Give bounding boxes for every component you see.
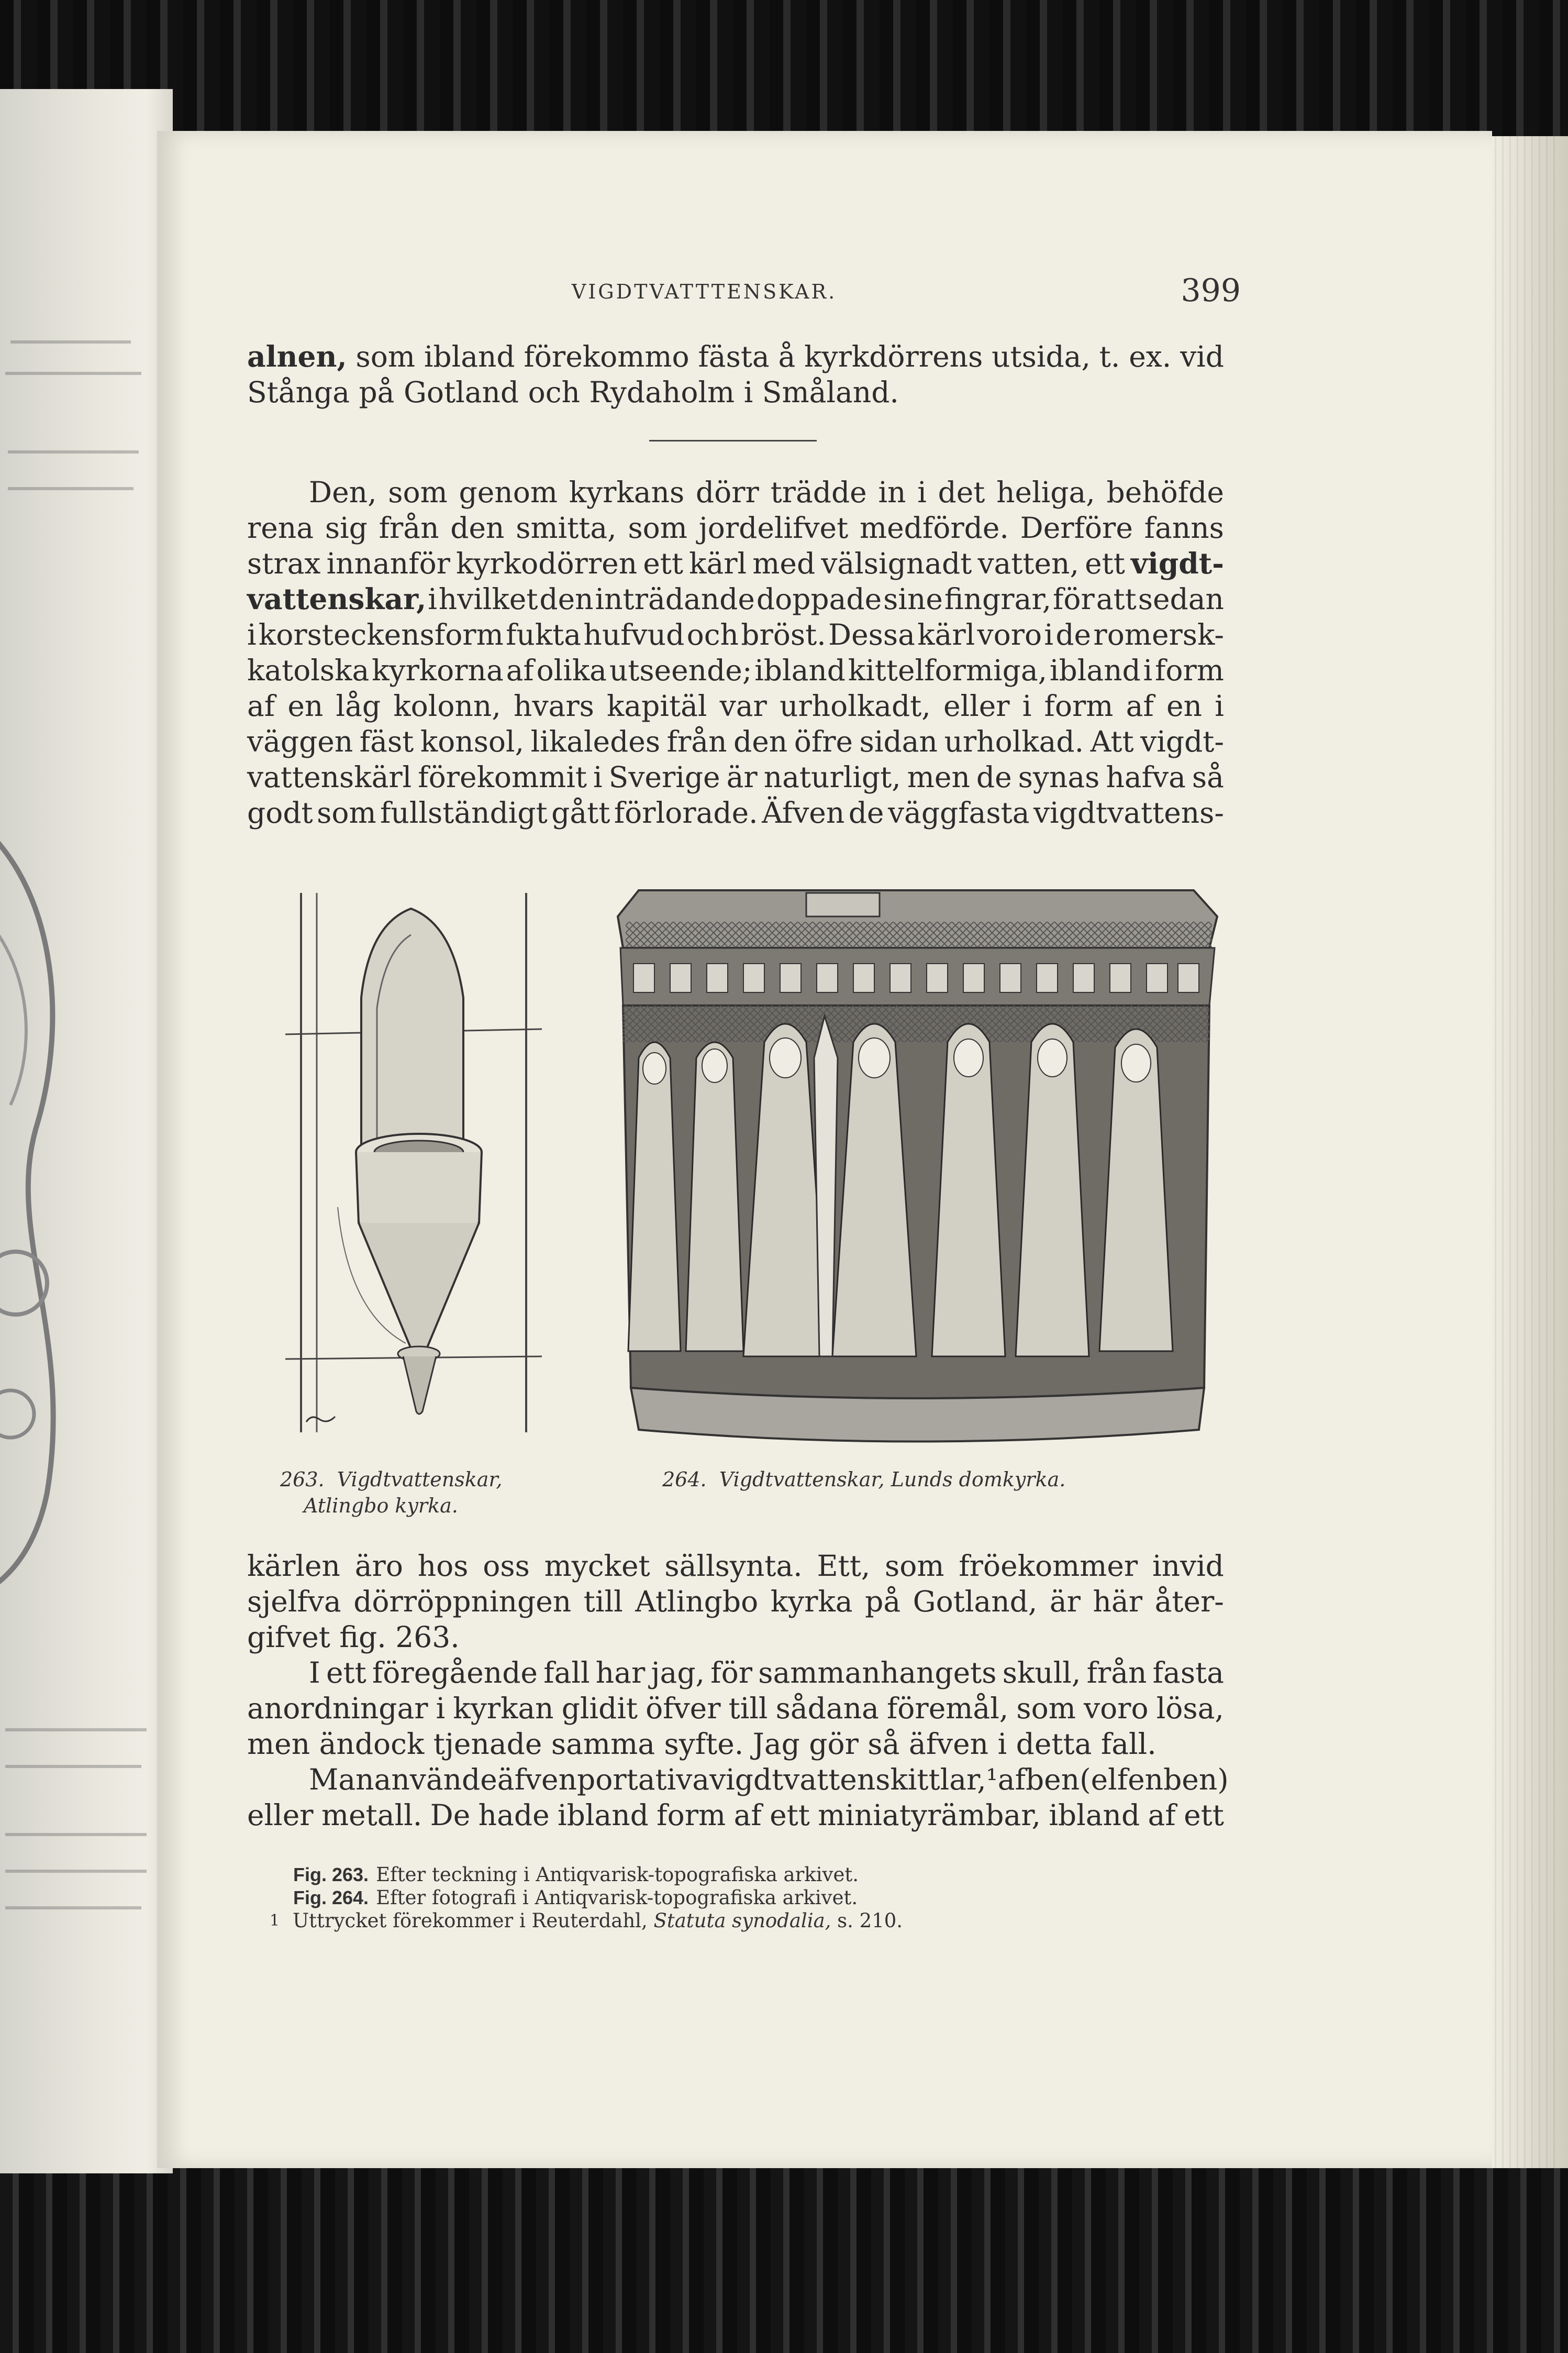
- word: som: [388, 476, 448, 509]
- word: en: [1166, 689, 1203, 723]
- text-line: [247, 688, 1224, 724]
- word: sedan: [1138, 582, 1224, 616]
- word: förlorade.: [614, 796, 758, 830]
- word: lösa,: [1156, 1692, 1224, 1725]
- word: skull,: [1002, 1656, 1081, 1689]
- text-line: [247, 581, 1224, 617]
- word: som: [1016, 1692, 1076, 1725]
- word: så: [1192, 760, 1224, 794]
- paragraph-third: [247, 1762, 1229, 1833]
- word: doppade: [756, 582, 882, 616]
- photo-background-bottom: [0, 2163, 1568, 2353]
- word: ibland: [424, 340, 515, 373]
- page-number: 399: [1181, 272, 1241, 309]
- word: voro: [1084, 1692, 1149, 1725]
- word: som: [317, 796, 376, 830]
- word: utsida,: [992, 340, 1091, 373]
- word: utseende;: [609, 654, 752, 687]
- word: kittelformiga,: [848, 654, 1048, 687]
- text-line: [247, 1726, 1224, 1762]
- word: bröst.: [741, 618, 826, 651]
- text-line: [247, 510, 1224, 546]
- word: af: [1148, 1798, 1176, 1832]
- figure-264-number: 264.: [662, 1468, 707, 1491]
- word: kapitäl: [607, 689, 707, 723]
- figure-263-location: Atlingbo kyrka.: [304, 1494, 458, 1517]
- word: i: [1044, 618, 1054, 651]
- word: ett: [1184, 1798, 1224, 1832]
- paragraph-top: [247, 339, 1224, 410]
- word: jag,: [651, 1656, 705, 1689]
- word: till: [728, 1692, 768, 1725]
- word: portativa: [577, 1763, 710, 1796]
- footnote-1: [270, 1909, 1183, 1932]
- word: trädde: [770, 476, 867, 509]
- text-line: [247, 546, 1224, 581]
- word: vigdtvattenskittlar,¹: [709, 1763, 998, 1796]
- word: ett: [326, 1656, 366, 1689]
- text-line: [247, 339, 1224, 374]
- text-line: [247, 653, 1224, 688]
- word: De: [430, 1798, 471, 1832]
- word: sine: [883, 582, 943, 616]
- paragraph-main: [247, 474, 1224, 831]
- word: förekommo: [524, 340, 690, 373]
- word: öfre: [794, 725, 853, 758]
- footnote-1-page: s. 210.: [837, 1909, 903, 1932]
- word: mycket: [544, 1549, 650, 1583]
- word: kyrkan: [453, 1692, 554, 1725]
- paragraph-second: [247, 1655, 1224, 1762]
- figure-263-title: Vigdtvattenskar,: [337, 1468, 503, 1491]
- word: oss: [483, 1549, 530, 1583]
- word: och: [686, 618, 739, 651]
- footnote-1-text: Uttrycket förekommer i Reuterdahl,: [293, 1909, 648, 1932]
- text-line: [247, 1797, 1224, 1833]
- figure-263-stoup-drawing: [285, 893, 542, 1448]
- word: likaledes: [530, 725, 661, 758]
- word: olika: [536, 654, 607, 687]
- text-line: [247, 1619, 1224, 1655]
- word: å: [778, 340, 796, 373]
- word: fall: [543, 1656, 590, 1689]
- word: sjelfva: [247, 1585, 341, 1618]
- word: använde: [374, 1763, 497, 1796]
- text-line: [247, 474, 1224, 510]
- word: från: [1086, 1656, 1147, 1689]
- word: hvilket: [438, 582, 538, 616]
- word: form: [657, 1798, 726, 1832]
- word: för: [710, 1656, 753, 1689]
- word: Ett,: [817, 1549, 871, 1583]
- word: Derföre: [1020, 511, 1133, 545]
- word: ibland: [1049, 1798, 1140, 1832]
- word: sammanhangets: [758, 1656, 997, 1689]
- word: är: [1049, 1585, 1081, 1618]
- word: ben: [1025, 1763, 1080, 1796]
- word: eller: [247, 1798, 314, 1832]
- word: genom: [459, 476, 558, 509]
- word: urholkadt,: [780, 689, 931, 723]
- text-line: [247, 795, 1224, 831]
- word: fästa: [698, 340, 770, 373]
- word: hade: [478, 1798, 550, 1832]
- footnote-fig-263: [293, 1863, 1183, 1886]
- word: af: [247, 689, 275, 723]
- figure-263-number: 263.: [280, 1468, 325, 1491]
- word: invid: [1152, 1549, 1224, 1583]
- word: kyrkodörren: [456, 547, 638, 580]
- word: strax: [247, 547, 321, 580]
- word: vigdt-: [1130, 546, 1224, 580]
- word: form: [1044, 689, 1114, 723]
- word: föremål,: [886, 1692, 1009, 1725]
- word: I: [309, 1656, 320, 1689]
- word: här: [1093, 1585, 1143, 1618]
- word: katolska: [247, 654, 370, 687]
- footnotes: [270, 1863, 1183, 1932]
- word: Atlingbo: [635, 1585, 759, 1618]
- word: Den,: [309, 476, 377, 509]
- word: naturligt,: [763, 760, 901, 794]
- word: var: [719, 689, 767, 723]
- word: sådana: [775, 1692, 879, 1725]
- paragraph-after-figures: [247, 1548, 1224, 1655]
- figure-263-caption: [280, 1466, 552, 1519]
- word: de: [848, 796, 884, 830]
- word: de: [976, 760, 1012, 794]
- word: det: [938, 476, 985, 509]
- word: i: [917, 476, 927, 509]
- word: på: [865, 1585, 901, 1618]
- footnote-fig-263-text: Efter teckning i Antiqvarisk-topografiska arkivet.: [376, 1863, 859, 1886]
- word: en: [287, 689, 324, 723]
- word: Äfven: [762, 796, 845, 830]
- word: ibland: [754, 654, 846, 687]
- word: vattenskar,: [247, 582, 427, 616]
- word: dörr: [695, 476, 759, 509]
- word: sällsynta.: [664, 1549, 803, 1583]
- word: kärlen: [247, 1549, 340, 1583]
- word: medförde.: [859, 511, 1009, 545]
- word: i: [247, 618, 257, 651]
- word: fröekommer: [959, 1549, 1138, 1583]
- facing-page-ornament: [0, 812, 89, 1597]
- word: för: [1053, 582, 1095, 616]
- word: vattenskärl: [247, 760, 412, 794]
- word: Att: [1090, 725, 1134, 758]
- word: form: [1154, 654, 1224, 687]
- word: vid: [1180, 340, 1224, 373]
- word: kyrkorna: [372, 654, 504, 687]
- word: kyrkdörrens: [804, 340, 983, 373]
- word: med: [752, 547, 816, 580]
- word: har: [595, 1656, 646, 1689]
- word: låg: [336, 689, 381, 723]
- footnote-fig-263-label: Fig. 263.: [293, 1864, 369, 1885]
- word: som: [885, 1549, 944, 1583]
- word: den: [539, 582, 594, 616]
- word: godt: [247, 796, 313, 830]
- word: ett: [643, 547, 684, 580]
- word: gått: [551, 796, 610, 830]
- word: urholkad.: [944, 725, 1084, 758]
- word: af: [506, 654, 534, 687]
- facing-page-edge: [0, 89, 173, 2173]
- page-stack-edge: [1484, 136, 1568, 2168]
- word: ett: [770, 1798, 810, 1832]
- word: kyrka: [770, 1585, 853, 1618]
- word: anordningar: [247, 1692, 428, 1725]
- word: Sverige: [608, 760, 720, 794]
- word: till: [583, 1585, 623, 1618]
- word: är: [726, 760, 758, 794]
- word: vigdtvattens-: [1033, 796, 1224, 830]
- word: fukta: [506, 618, 582, 651]
- footnote-fig-264: [293, 1886, 1183, 1909]
- word: som: [628, 511, 687, 545]
- word: i: [436, 1692, 446, 1725]
- text-line: [247, 759, 1224, 795]
- word: i: [1143, 654, 1153, 687]
- word: välsignadt: [821, 547, 972, 580]
- text-line: [247, 374, 1224, 410]
- word: den: [450, 511, 505, 545]
- footnote-fig-264-text: Efter fotografi i Antiqvarisk-topografiska arkivet.: [376, 1886, 858, 1909]
- word: Gotland,: [913, 1585, 1038, 1618]
- word: af: [997, 1763, 1026, 1796]
- word: synas: [1018, 760, 1100, 794]
- word: korsteckensform: [258, 618, 504, 651]
- word: ett: [1085, 547, 1125, 580]
- word: vatten,: [977, 547, 1079, 580]
- word: sig: [325, 511, 368, 545]
- word: smitta,: [516, 511, 617, 545]
- word: föregående: [372, 1656, 538, 1689]
- text-line: [247, 1691, 1224, 1726]
- word: inträdande: [595, 582, 755, 616]
- text-line: [247, 724, 1224, 759]
- text-line: [247, 1655, 1224, 1691]
- word: åter-: [1154, 1585, 1224, 1618]
- text-line: [247, 1548, 1224, 1584]
- word: i: [428, 582, 437, 616]
- word: fäst: [359, 725, 414, 758]
- figure-264-title: Vigdtvattenskar, Lunds domkyrka.: [719, 1468, 1066, 1491]
- word: rena: [247, 511, 314, 545]
- word: innanför: [326, 547, 450, 580]
- footnote-1-mark: 1: [270, 1912, 280, 1930]
- word: gifvet fig. 263.: [247, 1620, 460, 1654]
- word: voro: [977, 618, 1042, 651]
- word: vigdt-: [1140, 725, 1224, 758]
- figure-264-carved-stoup-photo: [607, 885, 1225, 1461]
- word: Stånga på Gotland och Rydaholm i Småland.: [247, 375, 899, 409]
- word: som: [355, 340, 415, 373]
- word: väggen: [247, 725, 353, 758]
- word: miniatyrämbar,: [818, 1798, 1041, 1832]
- word: kärl: [689, 547, 747, 580]
- word: fanns: [1144, 511, 1224, 545]
- footnote-fig-264-label: Fig. 264.: [293, 1887, 369, 1908]
- word: fullständigt: [380, 796, 548, 830]
- footnote-1-title: Statuta synodalia,: [653, 1909, 831, 1932]
- word: Man: [309, 1763, 374, 1796]
- running-title: VIGDTVATTTENSKAR.: [571, 280, 837, 303]
- word: af: [1126, 689, 1154, 723]
- word: från: [666, 725, 727, 758]
- word: ibland: [1049, 654, 1141, 687]
- word: äfven: [497, 1763, 577, 1796]
- figure-264-caption: [662, 1466, 1238, 1493]
- word: kärl: [917, 618, 975, 651]
- text-line: [247, 617, 1224, 653]
- word: från: [379, 511, 439, 545]
- word: t.: [1099, 340, 1120, 373]
- word: förekommit: [418, 760, 587, 794]
- word: in: [878, 476, 906, 509]
- word: de: [1055, 618, 1092, 651]
- word: eller: [943, 689, 1010, 723]
- word: hafva: [1106, 760, 1186, 794]
- word: väggfasta: [887, 796, 1030, 830]
- section-divider: [649, 440, 817, 441]
- word: hos: [417, 1549, 469, 1583]
- word: i: [1215, 689, 1224, 723]
- word: Dessa: [828, 618, 915, 651]
- word: men: [907, 760, 970, 794]
- word: dörröppningen: [353, 1585, 572, 1618]
- word: den: [733, 725, 788, 758]
- word: glidit: [561, 1692, 638, 1725]
- word: i: [593, 760, 603, 794]
- word: ibland: [558, 1798, 649, 1832]
- word: jordelifvet: [698, 511, 849, 545]
- text-line: [247, 1762, 1229, 1797]
- word: ex.: [1129, 340, 1172, 373]
- word: romersk-: [1093, 618, 1224, 651]
- word: heliga,: [996, 476, 1095, 509]
- word: men ändock tjenade samma syfte. Jag gör så äfven i detta fall.: [247, 1727, 1156, 1761]
- word: öfver: [646, 1692, 721, 1725]
- word: i: [1022, 689, 1032, 723]
- word: hvars: [514, 689, 594, 723]
- word: sidan: [859, 725, 938, 758]
- word: af: [733, 1798, 762, 1832]
- word: kolonn,: [393, 689, 501, 723]
- word: konsol,: [420, 725, 525, 758]
- word: kyrkans: [569, 476, 685, 509]
- word: (elfenben): [1080, 1763, 1229, 1796]
- word: metall.: [321, 1798, 422, 1832]
- word: alnen,: [247, 339, 347, 373]
- word: fasta: [1152, 1656, 1224, 1689]
- word: att: [1096, 582, 1137, 616]
- text-line: [247, 1584, 1224, 1619]
- word: hufvud: [583, 618, 685, 651]
- word: behöfde: [1106, 476, 1224, 509]
- word: fingrar,: [944, 582, 1052, 616]
- word: äro: [354, 1549, 403, 1583]
